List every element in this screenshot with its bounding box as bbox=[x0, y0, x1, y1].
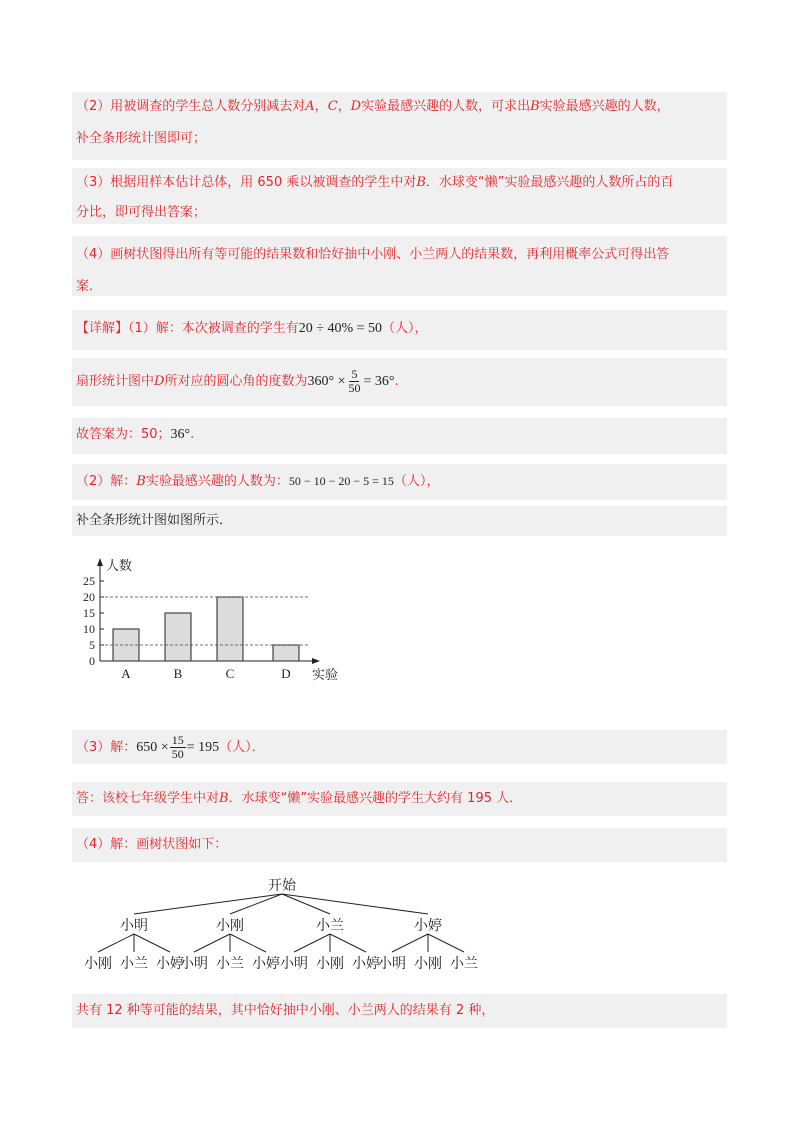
tree-edge-1-2 bbox=[230, 934, 266, 952]
bar-D bbox=[273, 645, 299, 661]
x-tick-label-D: D bbox=[281, 666, 291, 681]
x-axis-arrow bbox=[312, 658, 320, 664]
tree-level2-node-1-2: 小婷 bbox=[252, 957, 280, 972]
y-tick-label-10: 10 bbox=[83, 622, 95, 636]
bar-B bbox=[165, 613, 191, 661]
tree-level2-node-3-1: 小刚 bbox=[414, 957, 442, 972]
tree-level1-node-1: 小刚 bbox=[216, 919, 244, 934]
tree-level2-node-3-2: 小兰 bbox=[450, 957, 478, 972]
tree-edge-root-3 bbox=[282, 894, 428, 914]
x-tick-label-C: C bbox=[225, 666, 235, 681]
x-tick-label-A: A bbox=[121, 666, 131, 681]
tree-level2-node-2-1: 小刚 bbox=[316, 957, 344, 972]
tree-level1-node-3: 小婷 bbox=[414, 919, 442, 934]
line-1: （2）用被调查的学生总人数分别减去对A，C，D实验最感兴趣的人数，可求出B实验最感兴趣的人数， bbox=[76, 99, 670, 114]
line-2: 补全条形统计图即可； bbox=[76, 131, 207, 146]
tree-edge-root-0 bbox=[134, 894, 282, 914]
y-tick-label-25: 25 bbox=[83, 574, 95, 588]
x-axis-label: 实验 bbox=[312, 667, 339, 682]
line-8: 扇形统计图中D所对应的圆心角的度数为360° × $\frac{5}{50}$ = 36°. bbox=[76, 367, 399, 395]
tree-level2-node-0-2: 小婷 bbox=[156, 957, 184, 972]
tree-edge-0-2 bbox=[134, 934, 170, 952]
line-3: （3）根据用样本估计总体，用 650 乘以被调查的学生中对B．水球变“懒”实验最感兴趣的人数所占的百 bbox=[76, 175, 674, 190]
tree-edge-root-1 bbox=[230, 894, 282, 914]
y-axis-arrow bbox=[97, 558, 103, 566]
line-11: 补全条形统计图如图所示． bbox=[76, 513, 233, 528]
tree-level1-node-2: 小兰 bbox=[316, 919, 344, 934]
tree-edge-2-2 bbox=[330, 934, 366, 952]
line-14: （4）解：画树状图如下： bbox=[76, 837, 228, 852]
tree-edge-1-0 bbox=[194, 934, 230, 952]
tree-level2-node-3-0: 小明 bbox=[378, 957, 406, 972]
tree-diagram bbox=[72, 872, 480, 976]
line-13: 答：该校七年级学生中对B．水球变“懒”实验最感兴趣的学生大约有 195 人． bbox=[76, 791, 523, 806]
line-6: 案． bbox=[76, 279, 103, 294]
bar-chart bbox=[72, 550, 348, 686]
highlight-band-3 bbox=[72, 236, 727, 296]
line-10: （2）解：B实验最感兴趣的人数为：50 − 10 − 20 − 5 = 15（人）， bbox=[76, 474, 440, 489]
tree-edge-3-0 bbox=[392, 934, 428, 952]
tree-level2-node-0-0: 小刚 bbox=[84, 957, 112, 972]
tree-level2-node-2-2: 小婷 bbox=[352, 957, 380, 972]
line-7: 【详解】（1）解：本次被调查的学生有20 ÷ 40% = 50（人）， bbox=[76, 321, 428, 336]
y-tick-label-0: 0 bbox=[89, 654, 95, 668]
line-4: 分比，即可得出答案； bbox=[76, 205, 207, 220]
tree-level1-node-0: 小明 bbox=[120, 919, 148, 934]
tree-diagram-figure bbox=[72, 872, 480, 976]
y-tick-label-5: 5 bbox=[89, 638, 95, 652]
bar-C bbox=[217, 597, 243, 661]
tree-level2-node-2-0: 小明 bbox=[280, 957, 308, 972]
y-tick-label-15: 15 bbox=[83, 606, 95, 620]
y-tick-label-20: 20 bbox=[83, 590, 95, 604]
tree-level2-node-0-1: 小兰 bbox=[120, 957, 148, 972]
tree-level2-node-1-1: 小兰 bbox=[216, 957, 244, 972]
tree-edge-0-0 bbox=[98, 934, 134, 952]
line-9: 故答案为：50；36°. bbox=[76, 427, 195, 442]
line-15: 共有 12 种等可能的结果，其中恰好抽中小刚、小兰两人的结果有 2 种， bbox=[76, 1003, 495, 1018]
line-12: （3）解：650 × $\frac{15}{50}$ = 195（人）． bbox=[76, 733, 265, 761]
tree-root: 开始 bbox=[268, 879, 296, 894]
line-5: （4）画树状图得出所有等可能的结果数和恰好抽中小刚、小兰两人的结果数，再利用概率公式可得出答 bbox=[76, 247, 670, 262]
tree-edge-3-2 bbox=[428, 934, 464, 952]
tree-level2-node-1-0: 小明 bbox=[180, 957, 208, 972]
y-axis-label: 人数 bbox=[106, 558, 133, 573]
bar-chart-figure bbox=[72, 550, 348, 686]
x-tick-label-B: B bbox=[173, 666, 183, 681]
tree-edge-2-0 bbox=[294, 934, 330, 952]
